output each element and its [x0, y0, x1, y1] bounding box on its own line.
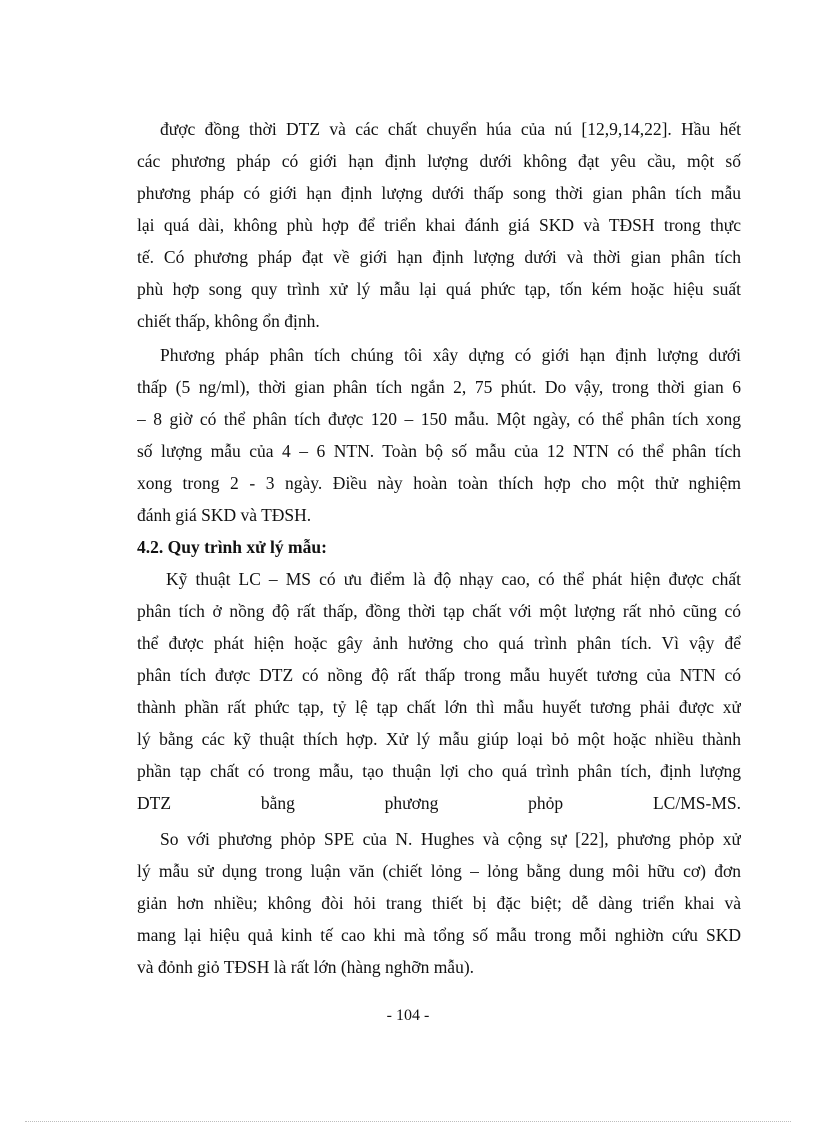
paragraph-line: phù hợp song quy trình xử lý mẫu lại quá phức tạp, tốn kém hoặc hiệu suất [137, 279, 741, 299]
page-bottom-divider [25, 1121, 791, 1122]
paragraph-line: Kỹ thuật LC – MS có ưu điểm là độ nhạy cao, có thể phát hiện được chất [166, 569, 741, 589]
paragraph-line: giản hơn nhiều; không đòi hỏi trang thiết bị đặc biệt; dễ dàng triển khai và [137, 893, 741, 913]
paragraph-line: số lượng mẫu của 4 – 6 NTN. Toàn bộ số mẫu của 12 NTN có thể phân tích [137, 441, 741, 461]
paragraph-line: mang lại hiệu quả kinh tế cao khi mà tổng số mẫu trong mỗi nghiờn cứu SKD [137, 925, 741, 945]
paragraph-line: – 8 giờ có thể phân tích được 120 – 150 mẫu. Một ngày, có thể phân tích xong [137, 409, 741, 429]
paragraph-line: lại quá dài, không phù hợp để triển khai đánh giá SKD và TĐSH trong thực [137, 215, 741, 235]
paragraph-line: các phương pháp có giới hạn định lượng dưới không đạt yêu cầu, một số [137, 151, 741, 171]
paragraph-line: tế. Có phương pháp đạt về giới hạn định lượng dưới và thời gian phân tích [137, 247, 741, 267]
section-heading: 4.2. Quy trình xử lý mẫu: [137, 537, 327, 557]
paragraph-line: phân tích ở nồng độ rất thấp, đồng thời tạp chất với một lượng rất nhỏ cũng có [137, 601, 741, 621]
paragraph-line: xong trong 2 - 3 ngày. Điều này hoàn toàn thích hợp cho một thử nghiệm [137, 473, 741, 493]
paragraph-line: lý bằng các kỹ thuật thích hợp. Xử lý mẫu giúp loại bỏ một hoặc nhiều thành [137, 729, 741, 749]
paragraph-line: được đồng thời DTZ và các chất chuyển húa của nú [12,9,14,22]. Hầu hết [160, 119, 741, 139]
paragraph-line: thấp (5 ng/ml), thời gian phân tích ngắn 2, 75 phút. Do vậy, trong thời gian 6 [137, 377, 741, 397]
paragraph-line: đánh giá SKD và TĐSH. [137, 505, 312, 525]
paragraph-line: lý mẫu sử dụng trong luận văn (chiết lỏng – lỏng bằng dung môi hữu cơ) đơn [137, 861, 741, 881]
paragraph-line: DTZ bằng phương phỏp LC/MS-MS. [137, 793, 741, 813]
paragraph-line: phương pháp có giới hạn định lượng dưới thấp song thời gian phân tích mẫu [137, 183, 741, 203]
paragraph-line: phần tạp chất có trong mẫu, tạo thuận lợi cho quá trình phân tích, định lượng [137, 761, 741, 781]
paragraph-line: So với phương phỏp SPE của N. Hughes và cộng sự [22], phương phỏp xử [160, 829, 741, 849]
paragraph-line: thể được phát hiện hoặc gây ảnh hưởng cho quá trình phân tích. Vì vậy để [137, 633, 741, 653]
paragraph-line: chiết thấp, không ổn định. [137, 311, 320, 331]
page-number: - 104 - [386, 1007, 430, 1024]
paragraph-line: thành phần rất phức tạp, tỷ lệ tạp chất lớn thì mẫu huyết tương phải được xử [137, 697, 741, 717]
paragraph-line: phân tích được DTZ có nồng độ rất thấp trong mẫu huyết tương của NTN có [137, 665, 741, 685]
paragraph-line: Phương pháp phân tích chúng tôi xây dựng có giới hạn định lượng dưới [160, 345, 741, 365]
paragraph-line: và đỏnh giỏ TĐSH là rất lớn (hàng nghỡn mẫu). [137, 957, 475, 977]
